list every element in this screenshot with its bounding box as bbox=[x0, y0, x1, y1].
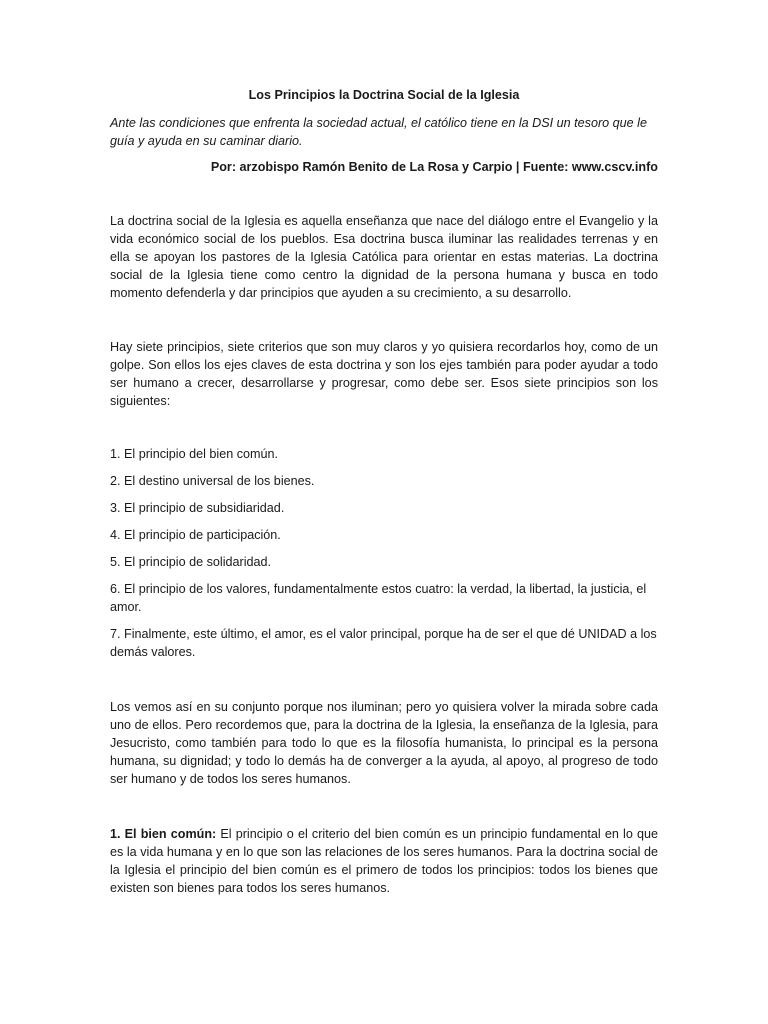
overview-paragraph: Los vemos así en su conjunto porque nos iluminan; pero yo quisiera volver la mirada sobre cada uno de ellos. Pero recordemos que, para la doctrina de la Iglesia, la enseñanza de la Iglesia, para Jesucristo, como también para todo lo que es la filosofía humanista, lo principal es la persona humana, su dignidad; y todo lo demás ha de converger a la ayuda, al apoyo, al progreso de todo ser humano y de todos los seres humanos. bbox=[110, 700, 658, 786]
principles-list bbox=[110, 445, 658, 670]
list-item: 2. El destino universal de los bienes. bbox=[110, 474, 315, 488]
list-item: 1. El principio del bien común. bbox=[110, 447, 279, 461]
intro-paragraph: La doctrina social de la Iglesia es aquella enseñanza que nace del diálogo entre el Evangelio y la vida económico social de los pueblos. Esa doctrina busca iluminar las realidades terrenas y en ella se apoyan los pastores de la Iglesia Católica para orientar en estas materias. La doctrina social de la Iglesia tiene como centro la dignidad de la persona humana y busca en todo momento defenderla y dar principios que ayuden a su crecimiento, a su desarrollo. bbox=[110, 214, 658, 300]
list-item: 7. Finalmente, este último, el amor, es el valor principal, porque ha de ser el que dé UNIDAD a los demás valores. bbox=[110, 627, 657, 659]
bien-comun-heading: 1. El bien común: bbox=[110, 827, 217, 841]
bien-comun-paragraph bbox=[110, 825, 658, 897]
list-item: 3. El principio de subsidiaridad. bbox=[110, 501, 285, 515]
document-title: Los Principios la Doctrina Social de la Iglesia bbox=[248, 88, 520, 102]
document-subtitle: Ante las condiciones que enfrenta la sociedad actual, el católico tiene en la DSI un tesoro que le guía y ayuda en su caminar diario. bbox=[110, 116, 647, 148]
list-item: 5. El principio de solidaridad. bbox=[110, 555, 272, 569]
list-item: 6. El principio de los valores, fundamentalmente estos cuatro: la verdad, la libertad, la justicia, el amor. bbox=[110, 582, 647, 614]
author-byline: Por: arzobispo Ramón Benito de La Rosa y Carpio | Fuente: www.cscv.info bbox=[210, 160, 658, 174]
principles-intro-paragraph: Hay siete principios, siete criterios que son muy claros y yo quisiera recordarlos hoy, como de un golpe. Son ellos los ejes claves de esta doctrina y son los ejes también para poder ayudar a todo ser humano a crecer, desarrollarse y progresar, como debe ser. Esos siete principios son los siguientes: bbox=[110, 340, 658, 408]
bien-comun-text: El principio o el criterio del bien común es un principio fundamental en lo que es la vida humana y en lo que son las relaciones de los seres humanos. Para la doctrina social de la Iglesia el principio del bien común es el primero de todos los principios: todos los bienes que existen son bienes para todos los seres humanos. bbox=[110, 827, 658, 895]
list-item: 4. El principio de participación. bbox=[110, 528, 281, 542]
